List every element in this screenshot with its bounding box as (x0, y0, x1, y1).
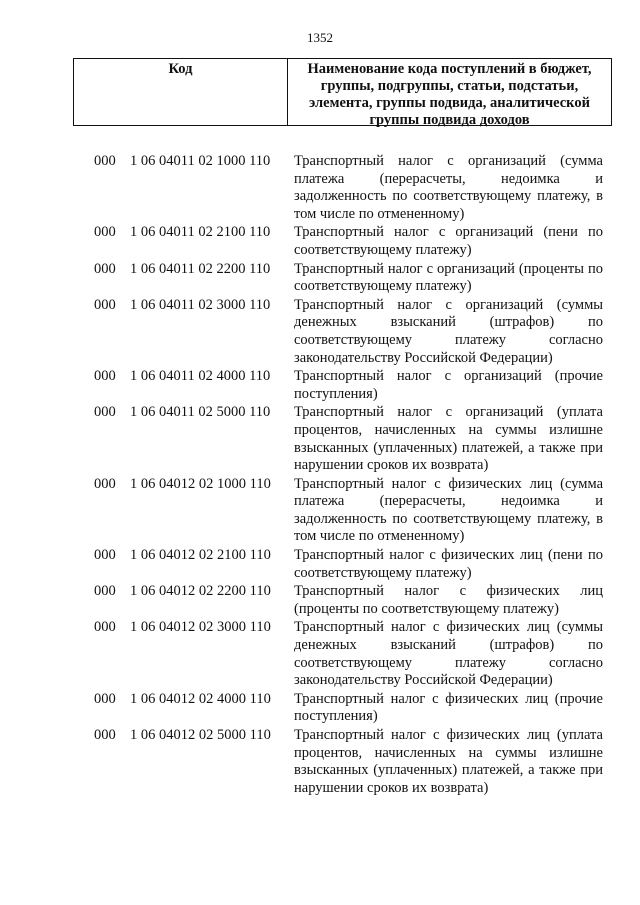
admin-code: 000 (94, 475, 116, 492)
admin-code: 000 (94, 260, 116, 277)
table-row (0, 727, 640, 797)
revenue-name: Транспортный налог с организаций (суммы денежных взысканий (штрафов) по соответствующему платежу согласно законодательству Российской Федерации) (294, 296, 603, 366)
revenue-code: 1 06 04012 02 1000 110 (130, 475, 271, 492)
revenue-name: Транспортный налог с физических лиц (уплата процентов, начисленных на суммы излишне взысканных (уплаченных) платежей, а также при нарушении сроков их возврата) (294, 727, 603, 796)
admin-code: 000 (94, 583, 116, 600)
page-number: 1352 (307, 30, 333, 45)
table-body (0, 153, 640, 798)
table-header (73, 58, 612, 126)
table-row (0, 153, 640, 223)
revenue-code: 1 06 04011 02 2100 110 (130, 224, 271, 241)
revenue-code: 1 06 04012 02 2100 110 (130, 547, 271, 564)
table-row (0, 297, 640, 367)
revenue-code: 1 06 04011 02 3000 110 (130, 296, 271, 313)
header-name-column: Наименование кода поступлений в бюджет, группы, подгруппы, статьи, подстатьи, элемента, группы подвида, аналитической группы подвида доходов (307, 61, 592, 128)
revenue-code: 1 06 04012 02 2200 110 (130, 583, 271, 600)
table-row (0, 547, 640, 582)
admin-code: 000 (94, 153, 116, 169)
revenue-name: Транспортный налог с организаций (проценты по соответствующему платежу) (294, 260, 603, 295)
revenue-name: Транспортный налог с физических лиц (пени по соответствующему платежу) (294, 547, 603, 581)
admin-code: 000 (94, 368, 116, 385)
admin-code: 000 (94, 727, 116, 743)
admin-code: 000 (94, 404, 116, 421)
admin-code: 000 (94, 224, 116, 241)
header-code-column: Код (74, 59, 288, 125)
table-row (0, 261, 640, 296)
table-row (0, 691, 640, 726)
table-row (0, 368, 640, 403)
revenue-name: Транспортный налог с физических лиц (прочие поступления) (294, 690, 603, 725)
revenue-name: Транспортный налог с физических лиц (проценты по соответствующему платежу) (294, 583, 603, 617)
table-row (0, 476, 640, 546)
table-row (0, 619, 640, 689)
revenue-code: 1 06 04011 02 2200 110 (130, 260, 271, 277)
revenue-code: 1 06 04012 02 4000 110 (130, 690, 271, 707)
admin-code: 000 (94, 690, 116, 707)
revenue-name: Транспортный налог с физических лиц (сумма платежа (перерасчеты, недоимка и задолженность по соответствующему платежу, в том числе по отмененному) (294, 475, 603, 545)
admin-code: 000 (94, 619, 116, 636)
revenue-code: 1 06 04011 02 1000 110 (130, 153, 271, 169)
table-row (0, 224, 640, 259)
table-row (0, 583, 640, 618)
revenue-name: Транспортный налог с организаций (прочие поступления) (294, 368, 603, 402)
table-row (0, 404, 640, 474)
admin-code: 000 (94, 296, 116, 313)
revenue-name: Транспортный налог с физических лиц (суммы денежных взысканий (штрафов) по соответствующему платежу согласно законодательству Российской Федерации) (294, 619, 603, 689)
revenue-name: Транспортный налог с организаций (уплата процентов, начисленных на суммы излишне взысканных (уплаченных) платежей, а также при нарушении сроков их возврата) (294, 404, 603, 474)
revenue-code: 1 06 04012 02 5000 110 (130, 727, 271, 743)
revenue-name: Транспортный налог с организаций (сумма платежа (перерасчеты, недоимка и задолженность по соответствующему платежу, в том числе по отмененному) (294, 153, 603, 222)
admin-code: 000 (94, 547, 116, 564)
revenue-code: 1 06 04011 02 4000 110 (130, 368, 271, 385)
revenue-code: 1 06 04012 02 3000 110 (130, 619, 271, 636)
revenue-code: 1 06 04011 02 5000 110 (130, 404, 271, 421)
revenue-name: Транспортный налог с организаций (пени по соответствующему платежу) (294, 224, 603, 258)
